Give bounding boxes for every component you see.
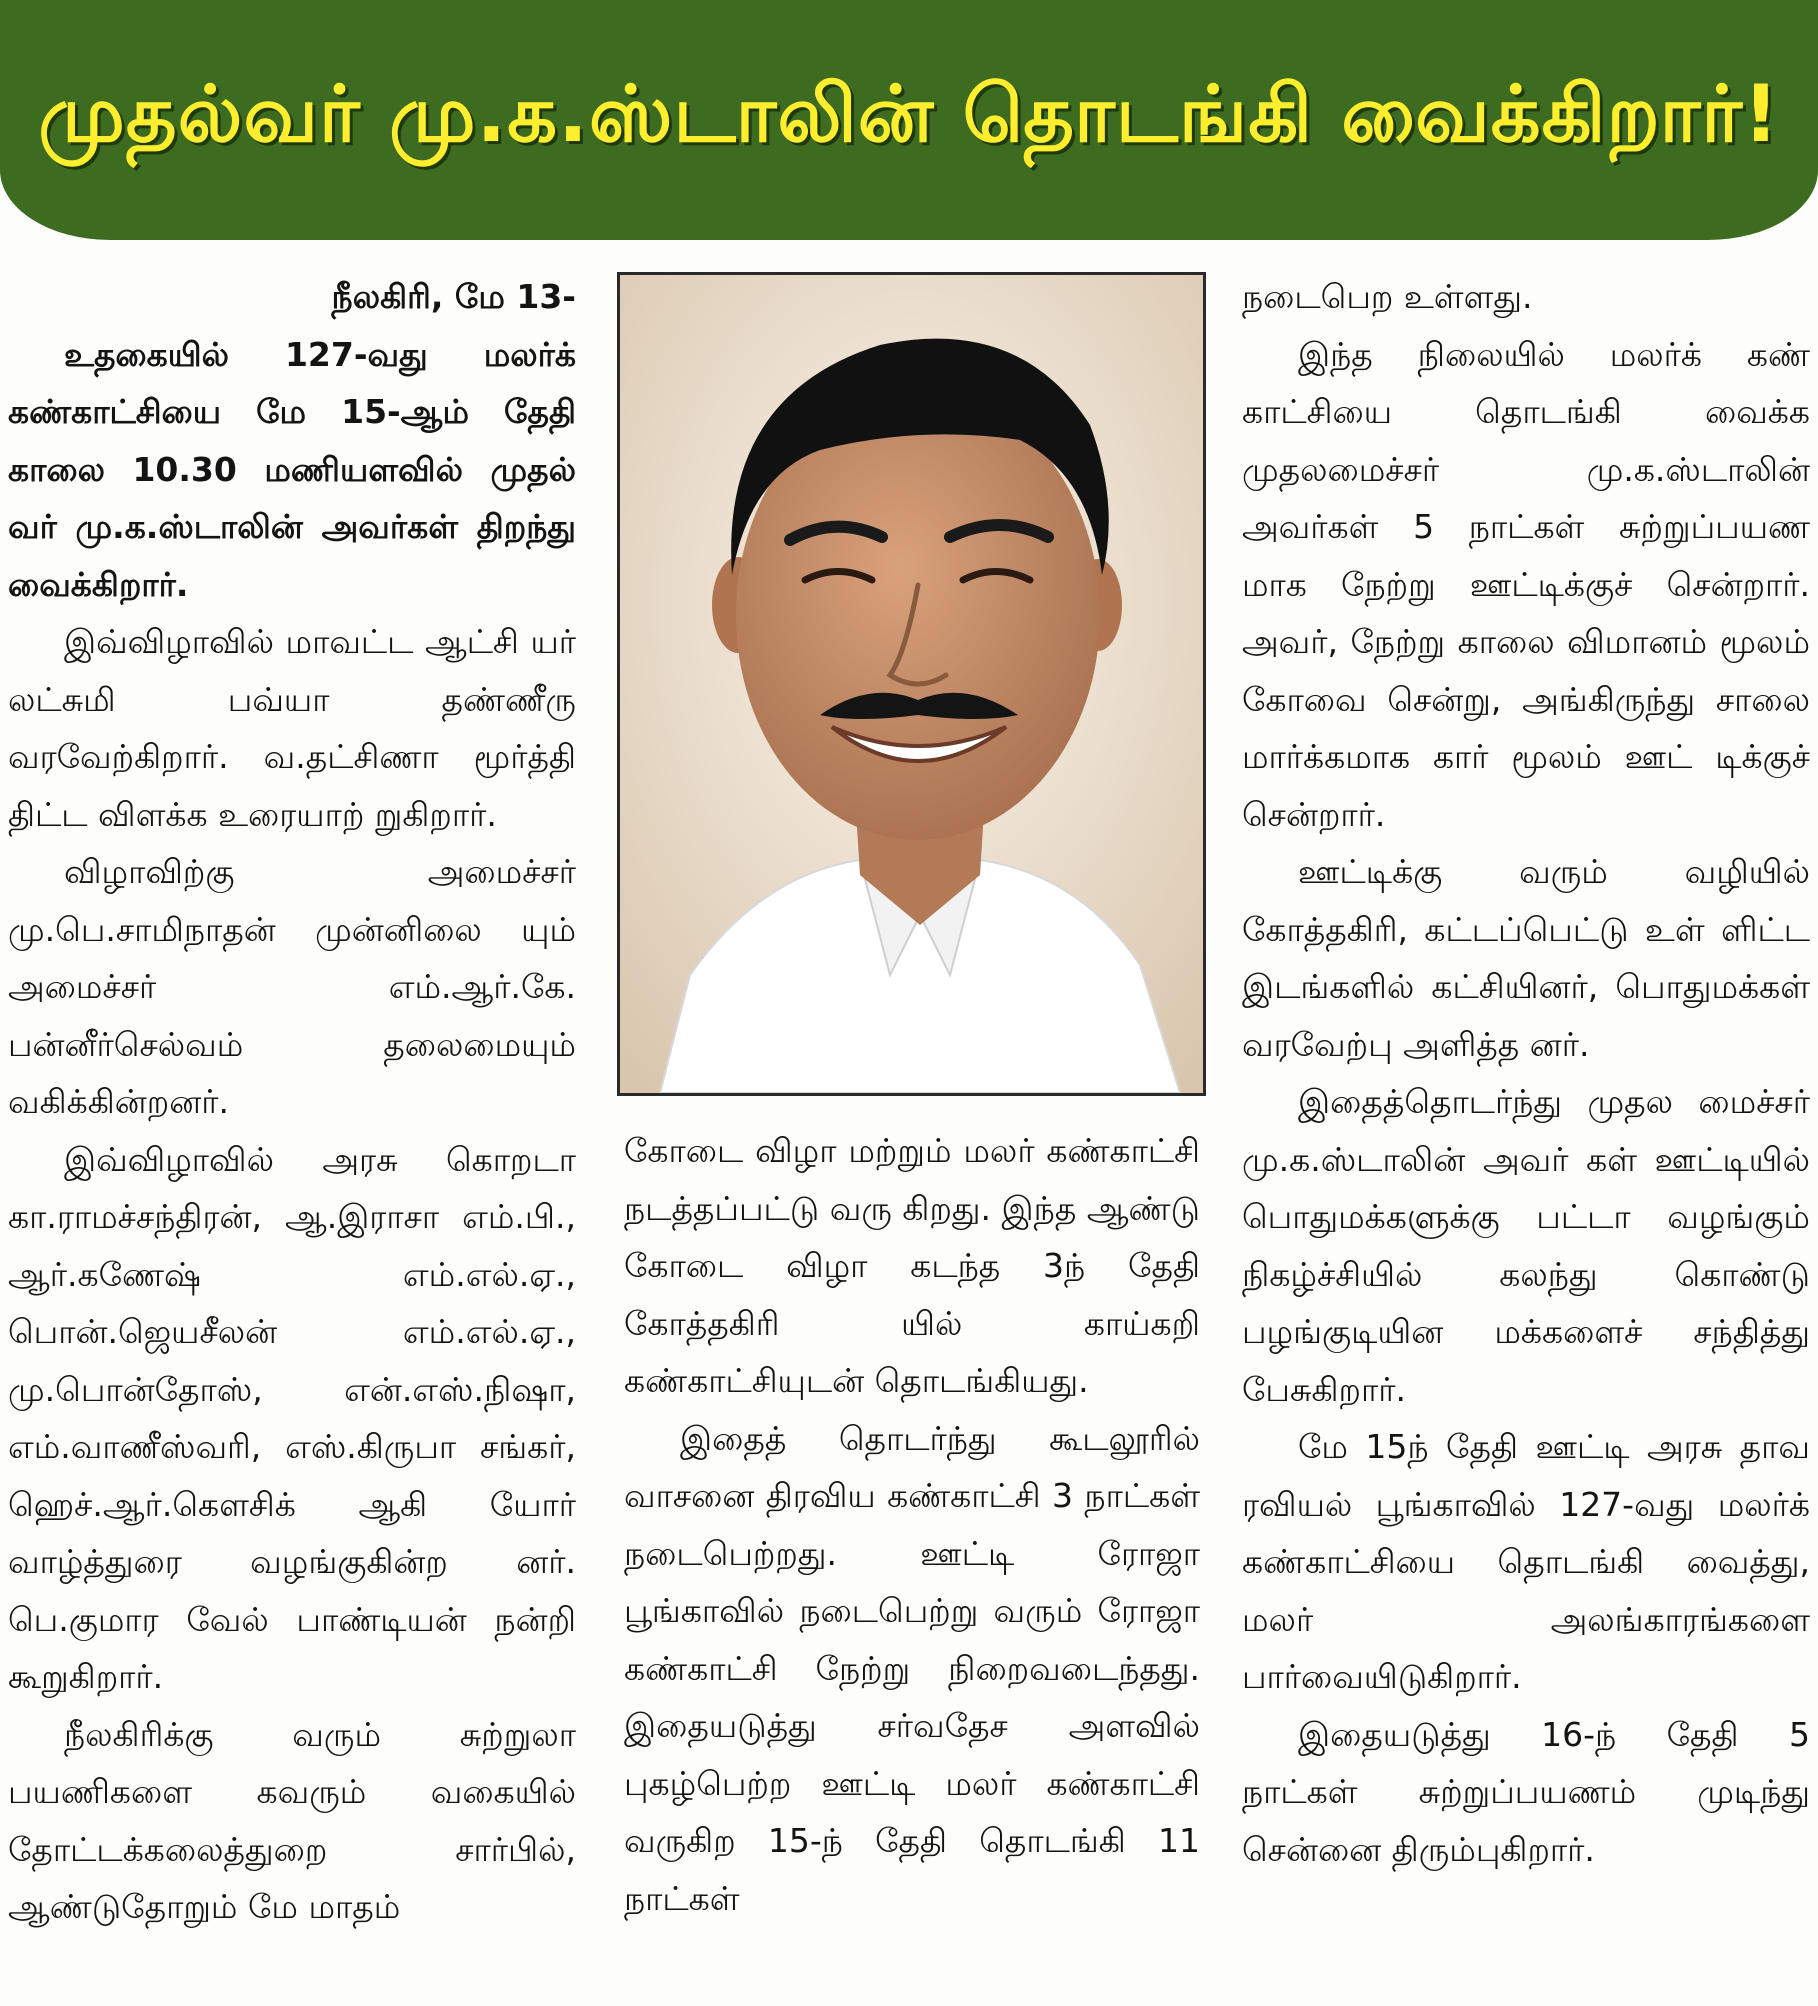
portrait-photo	[617, 272, 1206, 1096]
left-paragraph-4: நீலகிரிக்கு வரும் சுற்றுலா பயணிகளை கவரும் வகையில் தோட்டக்கலைத்துறை சார்பில், ஆண்டுதோறும் மே மாதம்	[8, 1714, 576, 1926]
headline-banner	[0, 0, 1818, 240]
middle-paragraph-2: இதைத் தொடர்ந்து கூடலூரில் வாசனை திரவிய கண்காட்சி 3 நாட்கள் நடைபெற்றது. ஊட்டி ரோஜா பூங்காவில் நடைபெற்று வரும் ரோஜா கண்காட்சி நேற்று நிறைவடைந்தது. இதையடுத்து சர்வதேச அளவில் புகழ்பெற்ற ஊட்டி மலர் கண்காட்சி வருகிற 15-ந் தேதி தொடங்கி 11 நாட்கள்	[624, 1418, 1200, 1918]
left-paragraph-2: விழாவிற்கு அமைச்சர் மு.பெ.சாமிநாதன் முன்னிலை யும் அமைச்சர் எம்.ஆர்.கே. பன்னீர்செல்வம் தலைமையும் வகிக்கின்றனர்.	[8, 852, 576, 1121]
middle-column	[624, 1122, 1200, 1927]
right-paragraph-0: நடைபெற உள்ளது.	[1242, 277, 1533, 316]
left-column	[8, 268, 576, 1936]
right-paragraph-5: இதையடுத்து 16-ந் தேதி 5 நாட்கள் சுற்றுப்பயணம் முடிந்து சென்னை திரும்புகிறார்.	[1242, 1714, 1810, 1869]
right-column	[1242, 268, 1810, 1878]
portrait-illustration	[620, 275, 1203, 1093]
left-paragraph-3: இவ்விழாவில் அரசு கொறடா கா.ராமச்சந்திரன், ஆ.இராசா எம்.பி., ஆர்.கணேஷ் எம்.எல்.ஏ., பொன்.ஜெயசீலன் எம்.எல்.ஏ., மு.பொன்தோஸ், என்.எஸ்.நிஷா, எம்.வாணீஸ்வரி, எஸ்.கிருபா சங்கர், ஹெச்.ஆர்.கௌசிக் ஆகி யோர் வாழ்த்துரை வழங்குகின்ற னர். பெ.குமார வேல் பாண்டியன் நன்றி கூறுகிறார்.	[8, 1139, 576, 1696]
right-paragraph-3: இதைத்தொடர்ந்து முதல மைச்சர் மு.க.ஸ்டாலின் அவர் கள் ஊட்டியில் பொதுமக்களுக்கு பட்டா வழங்கும் நிகழ்ச்சியில் கலந்து கொண்டு பழங்குடியின மக்களைச் சந்தித்து பேசுகிறார்.	[1242, 1082, 1810, 1409]
right-paragraph-4: மே 15ந் தேதி ஊட்டி அரசு தாவ ரவியல் பூங்காவில் 127-வது மலர்க் கண்காட்சியை தொடங்கி வைத்து, மலர் அலங்காரங்களை பார்வையிடுகிறார்.	[1242, 1427, 1810, 1696]
lead-paragraph: உதகையில் 127-வது மலர்க் கண்காட்சியை மே 15-ஆம் தேதி காலை 10.30 மணியளவில் முதல் வர் மு.க.ஸ்டாலின் அவர்கள் திறந்து வைக்கிறார்.	[8, 334, 576, 604]
headline: முதல்வர் மு.க.ஸ்டாலின் தொடங்கி வைக்கிறார்!	[38, 70, 1780, 160]
middle-paragraph-1: கோடை விழா மற்றும் மலர் கண்காட்சி நடத்தப்பட்டு வரு கிறது. இந்த ஆண்டு கோடை விழா கடந்த 3ந் தேதி கோத்தகிரி யில் காய்கறி கண்காட்சியுடன் தொடங்கியது.	[624, 1131, 1200, 1400]
right-paragraph-1: இந்த நிலையில் மலர்க் கண் காட்சியை தொடங்கி வைக்க முதலமைச்சர் மு.க.ஸ்டாலின் அவர்கள் 5 நாட்கள் சுற்றுப்பயண மாக நேற்று ஊட்டிக்குச் சென்றார். அவர், நேற்று காலை விமானம் மூலம் கோவை சென்று, அங்கிருந்து சாலை மார்க்கமாக கார் மூலம் ஊட் டிக்குச் சென்றார்.	[1242, 334, 1810, 834]
right-paragraph-2: ஊட்டிக்கு வரும் வழியில் கோத்தகிரி, கட்டப்பெட்டு உள் ளிட்ட இடங்களில் கட்சியினர், பொதுமக்கள் வரவேற்பு அளித்த னர்.	[1242, 852, 1810, 1064]
dateline: நீலகிரி, மே 13-	[331, 277, 576, 316]
left-paragraph-1: இவ்விழாவில் மாவட்ட ஆட்சி யர் லட்சுமி பவ்யா தண்ணீரு வரவேற்கிறார். வ.தட்சிணா மூர்த்தி திட்ட விளக்க உரையாற் றுகிறார்.	[8, 622, 576, 834]
